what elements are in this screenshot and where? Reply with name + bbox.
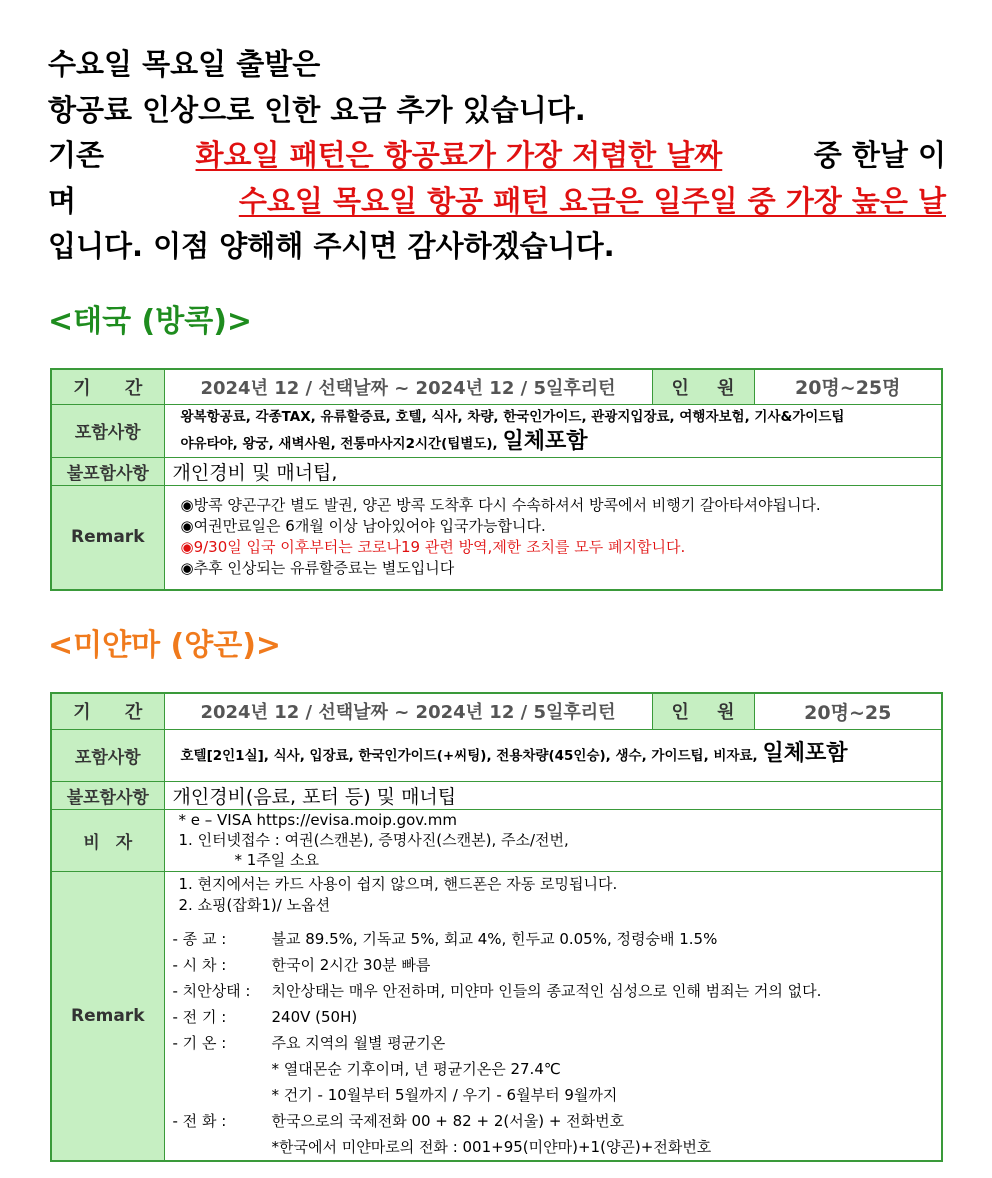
fact-row xyxy=(173,926,934,952)
exclude-value: 개인경비 및 매너팁, xyxy=(164,457,942,485)
notice-line-2: 항공료 인상으로 인한 요금 추가 있습니다. xyxy=(48,92,586,127)
exclude-value: 개인경비(음료, 포터 등) 및 매너팁 xyxy=(164,781,942,809)
notice-block xyxy=(48,42,946,270)
fact-value: 주요 지역의 월별 평균기온 xyxy=(271,1033,446,1052)
fact-key: - 치안상태 : xyxy=(172,981,251,1000)
fact-row xyxy=(173,1134,934,1160)
visa-line: * 1주일 소요 xyxy=(234,851,320,869)
fact-row xyxy=(173,952,934,978)
remark-intro-line: 1. 현지에서는 카드 사용이 쉽지 않으며, 핸드폰은 자동 로밍됩니다. xyxy=(178,874,618,893)
include-label: 포함사항 xyxy=(51,729,164,781)
fact-value: 불교 89.5%, 기독교 5%, 회교 4%, 힌두교 0.05%, 정령숭배 1.5% xyxy=(271,929,718,948)
remark-intro-line: 2. 쇼핑(잡화1)/ 노옵션 xyxy=(178,895,331,914)
notice-highlight: 수요일 목요일 항공 패턴 요금은 일주일 중 가장 높은 날 xyxy=(238,183,946,218)
remark-facts xyxy=(173,926,934,1160)
period-label: 기 간 xyxy=(51,693,164,729)
fact-row xyxy=(173,1108,934,1134)
thailand-table xyxy=(50,368,943,591)
include-label: 포함사항 xyxy=(51,404,164,457)
fact-value: 240V (50H) xyxy=(271,1007,358,1026)
remark-line: ◉추후 인상되는 유류할증료는 별도입니다 xyxy=(180,559,455,578)
remark-label: Remark xyxy=(51,485,164,590)
people-label: 인 원 xyxy=(652,369,754,404)
thailand-title: <태국 (방콕)> xyxy=(48,304,253,339)
notice-line-4 xyxy=(48,179,946,225)
notice-text: 며 xyxy=(48,183,77,218)
exclude-label: 불포함사항 xyxy=(51,457,164,485)
fact-row xyxy=(173,1082,934,1108)
notice-highlight: 화요일 패턴은 항공료가 가장 저렴한 날짜 xyxy=(195,138,723,172)
visa-label: 비 자 xyxy=(51,809,164,871)
fact-row xyxy=(173,1004,934,1030)
remark-cell xyxy=(164,485,942,590)
remark-line: ◉9/30일 입국 이후부터는 코로나19 관련 방역,제한 조치를 모두 폐지합니다. xyxy=(180,538,686,557)
people-value: 20명~25명 xyxy=(754,369,942,404)
fact-key xyxy=(173,1056,272,1082)
period-value: 2024년 12 / 선택날짜 ~ 2024년 12 / 5일후리턴 xyxy=(164,369,652,404)
visa-line: * e – VISA https://evisa.moip.gov.mm xyxy=(178,811,458,829)
remark-line: ◉방콕 양곤구간 별도 발권, 양곤 방콕 도착후 다시 수속하셔서 방콕에서 비행기 갈아타셔야됩니다. xyxy=(180,496,821,515)
include-cell xyxy=(164,729,942,781)
include-line: 왕복항공료, 각종TAX, 유류할증료, 호텔, 식사, 차량, 한국인가이드, 관광지입장료, 여행자보험, 기사&가이드팁 xyxy=(180,408,845,425)
exclude-label: 불포함사항 xyxy=(51,781,164,809)
fact-key xyxy=(173,1082,272,1108)
people-label: 인 원 xyxy=(652,693,754,729)
fact-key: - 종 교 : xyxy=(172,929,227,948)
fact-value: *한국에서 미얀마로의 전화 : 001+95(미얀마)+1(양곤)+전화번호 xyxy=(271,1137,712,1156)
remark-line: ◉여권만료일은 6개월 이상 남아있어야 입국가능합니다. xyxy=(180,517,546,536)
myanmar-table xyxy=(50,692,943,1162)
fact-key: - 전 화 : xyxy=(172,1111,227,1130)
period-value: 2024년 12 / 선택날짜 ~ 2024년 12 / 5일후리턴 xyxy=(164,693,652,729)
visa-cell xyxy=(164,809,942,871)
include-line xyxy=(181,429,934,457)
fact-value: 한국으로의 국제전화 00 + 82 + 2(서울) + 전화번호 xyxy=(271,1111,625,1130)
people-value: 20명~25 xyxy=(754,693,942,729)
notice-text: 기존 xyxy=(48,138,105,172)
fact-key: - 시 차 : xyxy=(172,955,227,974)
fact-value: 한국이 2시간 30분 빠름 xyxy=(271,955,431,974)
fact-value: * 열대몬순 기후이며, 년 평균기온은 27.4℃ xyxy=(271,1059,561,1078)
remark-label: Remark xyxy=(51,871,164,1161)
fact-row xyxy=(173,978,934,1004)
visa-line: 1. 인터넷접수 : 여권(스캔본), 증명사진(스캔본), 주소/전번, xyxy=(178,831,569,849)
include-text: 호텔[2인1실], 식사, 입장료, 한국인가이드(+씨팅), 전용차량(45인승), 생수, 가이드팁, 비자료, xyxy=(180,748,758,764)
fact-value: 치안상태는 매우 안전하며, 미얀마 인들의 종교적인 심성으로 인해 범죄는 거의 없다. xyxy=(271,981,822,1000)
include-all-badge: 일체포함 xyxy=(762,741,848,766)
fact-key: - 전 기 : xyxy=(172,1007,227,1026)
include-text: 야유타야, 왕궁, 새벽사원, 전통마사지2시간(팁별도), xyxy=(180,435,498,452)
fact-row xyxy=(173,1030,934,1056)
remark-cell xyxy=(164,871,942,1161)
fact-row xyxy=(173,1056,934,1082)
fact-value: * 건기 - 10월부터 5월까지 / 우기 - 6월부터 9월까지 xyxy=(271,1085,618,1104)
fact-key: - 기 온 : xyxy=(172,1033,227,1052)
include-cell xyxy=(164,404,942,457)
period-label: 기 간 xyxy=(51,369,164,404)
notice-line-5: 입니다. 이점 양해해 주시면 감사하겠습니다. xyxy=(48,229,615,263)
include-all-badge: 일체포함 xyxy=(502,428,588,454)
include-line xyxy=(181,743,934,767)
notice-line-1: 수요일 목요일 출발은 xyxy=(48,47,321,81)
notice-text: 중 한날 이 xyxy=(813,138,946,172)
fact-key xyxy=(173,1134,272,1160)
myanmar-title: <미얀마 (양곤)> xyxy=(48,628,282,663)
notice-line-3 xyxy=(48,133,946,179)
